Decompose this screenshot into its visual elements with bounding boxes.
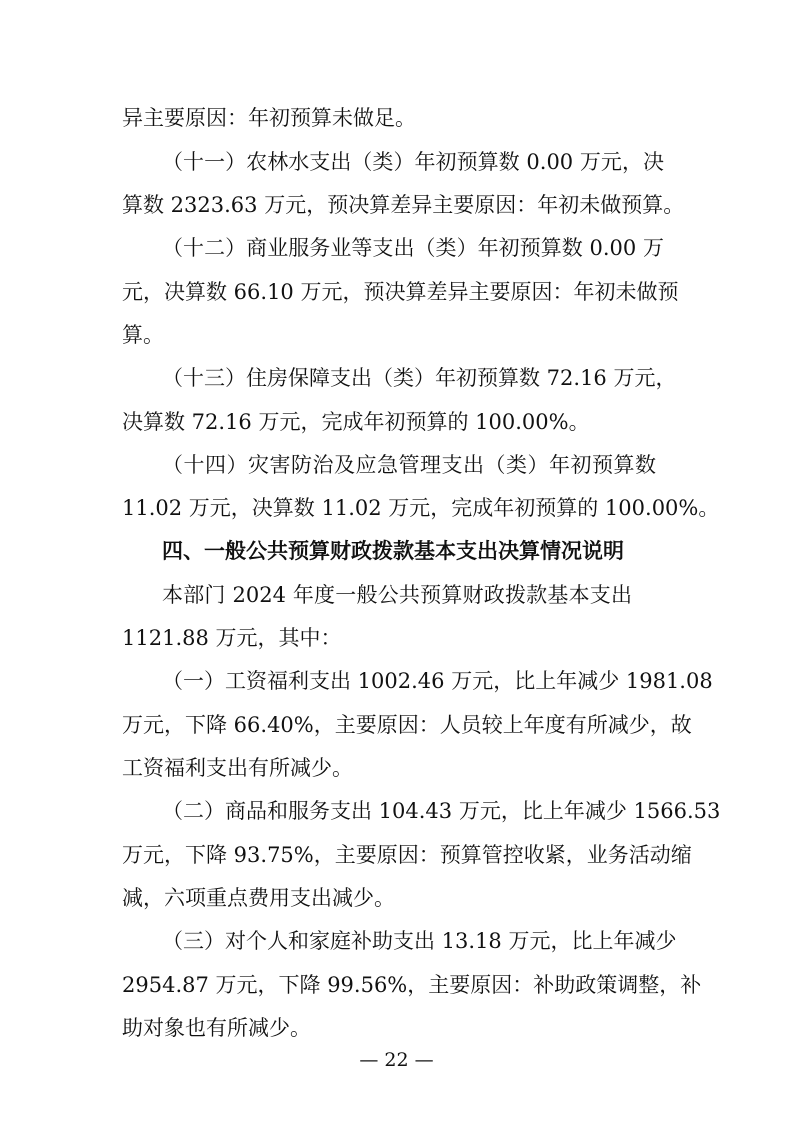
paragraph-line: 算。 (122, 323, 164, 347)
paragraph-line: 决算数 72.16 万元，完成年初预算的 100.00%。 (122, 410, 590, 434)
section-heading: 四、一般公共预算财政拨款基本支出决算情况说明 (162, 539, 624, 563)
paragraph-line: 减，六项重点费用支出减少。 (122, 886, 395, 910)
paragraph-line: 工资福利支出有所减少。 (122, 756, 353, 780)
paragraph-line: 本部门 2024 年度一般公共预算财政拨款基本支出 (162, 583, 632, 607)
paragraph-line: （十一）农林水支出（类）年初预算数 0.00 万元，决 (162, 150, 664, 174)
paragraph-line: 算数 2323.63 万元，预决算差异主要原因：年初未做预算。 (122, 193, 685, 217)
paragraph-line: （十四）灾害防治及应急管理支出（类）年初预算数 (162, 453, 656, 477)
paragraph-line: 元，决算数 66.10 万元，预决算差异主要原因：年初未做预 (122, 280, 679, 304)
paragraph-line: 助对象也有所减少。 (122, 1016, 311, 1040)
paragraph-line: （二）商品和服务支出 104.43 万元，比上年减少 1566.53 (162, 799, 721, 823)
paragraph-line: （三）对个人和家庭补助支出 13.18 万元，比上年减少 (162, 929, 677, 953)
paragraph-line: 2954.87 万元，下降 99.56%，主要原因：补助政策调整，补 (122, 973, 702, 997)
paragraph-line: （一）工资福利支出 1002.46 万元，比上年减少 1981.08 (162, 669, 713, 693)
paragraph-line: 万元，下降 66.40%，主要原因：人员较上年度有所减少，故 (122, 713, 692, 737)
paragraph-line: 万元，下降 93.75%，主要原因：预算管控收紧，业务活动缩 (122, 843, 692, 867)
paragraph-line: （十三）住房保障支出（类）年初预算数 72.16 万元， (162, 366, 677, 390)
paragraph-line: 异主要原因：年初预算未做足。 (122, 106, 416, 130)
paragraph-line: （十二）商业服务业等支出（类）年初预算数 0.00 万 (162, 236, 664, 260)
paragraph-line: 1121.88 万元，其中： (122, 626, 342, 650)
page-number: — 22 — (359, 1049, 434, 1071)
paragraph-line: 11.02 万元，决算数 11.02 万元，完成年初预算的 100.00%。 (122, 496, 720, 520)
